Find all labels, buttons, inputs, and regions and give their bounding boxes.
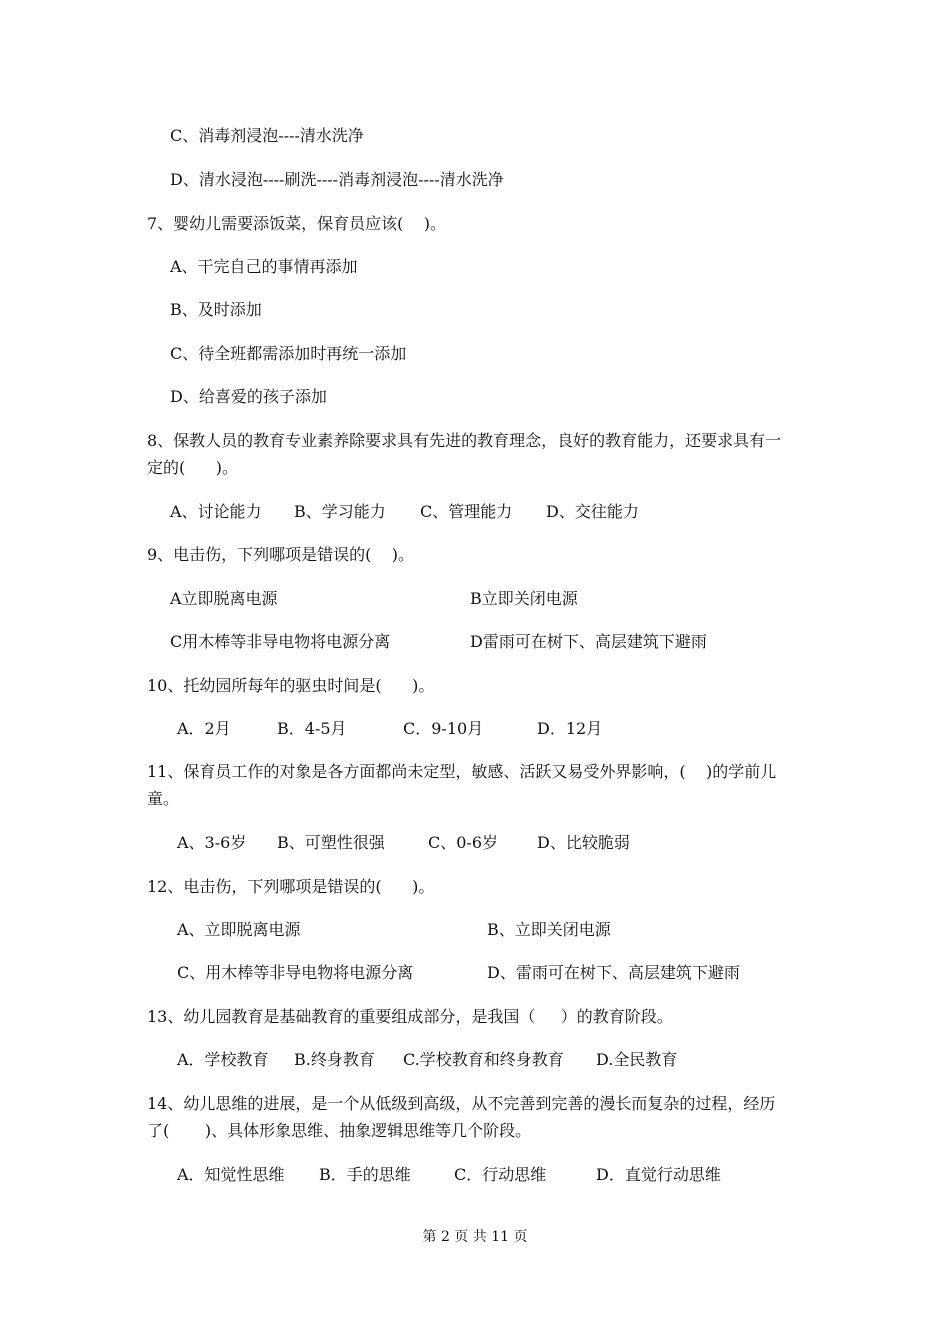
q8-option-c: C、管理能力	[420, 502, 513, 521]
q11-stem-line1: 11、保育员工作的对象是各方面都尚未定型，敏感、活跃又易受外界影响，( )的学前儿	[147, 762, 777, 781]
q12-option-c: C、用木棒等非导电物将电源分离	[177, 963, 414, 982]
page-footer: 第 2 页 共 11 页	[422, 1229, 528, 1245]
q6-option-c: C、消毒剂浸泡----清水洗净	[170, 126, 364, 145]
q12-option-b: B、立即关闭电源	[487, 920, 611, 939]
q7-option-a: A、干完自己的事情再添加	[170, 257, 358, 276]
q13-option-a: A．学校教育	[177, 1050, 269, 1069]
q8-stem-line2: 定的( )。	[147, 458, 239, 477]
q14-option-b: B．手的思维	[319, 1165, 411, 1184]
q9-option-b: B立即关闭电源	[470, 589, 578, 608]
q7-option-d: D、给喜爱的孩子添加	[170, 387, 327, 406]
q11-option-c: C、0-6岁	[428, 833, 499, 852]
q7-stem: 7、婴幼儿需要添饭菜，保育员应该( )。	[147, 214, 447, 233]
q13-option-c: C.学校教育和终身教育	[403, 1050, 564, 1069]
q8-option-b: B、学习能力	[294, 502, 386, 521]
q14-stem-line2: 了( )、具体形象思维、抽象逻辑思维等几个阶段。	[147, 1121, 532, 1140]
q10-option-d: D．12月	[537, 719, 603, 738]
q11-option-d: D、比较脆弱	[537, 833, 630, 852]
q10-stem: 10、托幼园所每年的驱虫时间是( )。	[147, 676, 435, 695]
q14-option-d: D．直觉行动思维	[596, 1165, 721, 1184]
q13-stem: 13、幼儿园教育是基础教育的重要组成部分，是我国（ ）的教育阶段。	[147, 1007, 673, 1026]
q13-option-d: D.全民教育	[596, 1050, 678, 1069]
q8-option-a: A、讨论能力	[170, 502, 262, 521]
q9-option-d: D雷雨可在树下、高层建筑下避雨	[470, 632, 707, 651]
q12-option-a: A、立即脱离电源	[177, 920, 301, 939]
q11-stem-line2: 童。	[147, 789, 180, 808]
q13-option-b: B.终身教育	[294, 1050, 375, 1069]
q10-option-a: A．2月	[177, 719, 231, 738]
q8-stem-line1: 8、保教人员的教育专业素养除要求具有先进的教育理念，良好的教育能力，还要求具有一	[147, 431, 782, 450]
q10-option-c: C．9-10月	[403, 719, 484, 738]
q10-option-b: B．4-5月	[277, 719, 347, 738]
q8-option-d: D、交往能力	[546, 502, 639, 521]
q9-option-a: A立即脱离电源	[170, 589, 278, 608]
q14-option-c: C．行动思维	[454, 1165, 547, 1184]
q7-option-c: C、待全班都需添加时再统一添加	[170, 344, 407, 363]
q7-option-b: B、及时添加	[170, 300, 262, 319]
q14-option-a: A．知觉性思维	[177, 1165, 285, 1184]
q9-stem: 9、电击伤，下列哪项是错误的( )。	[147, 545, 415, 564]
q6-option-d: D、清水浸泡----刷洗----消毒剂浸泡----清水洗净	[170, 170, 504, 189]
q14-stem-line1: 14、幼儿思维的进展，是一个从低级到高级，从不完善到完善的漫长而复杂的过程，经历	[147, 1094, 776, 1113]
q11-option-b: B、可塑性很强	[277, 833, 385, 852]
q9-option-c: C用木棒等非导电物将电源分离	[170, 632, 391, 651]
q11-option-a: A、3-6岁	[177, 833, 247, 852]
q12-stem: 12、电击伤，下列哪项是错误的( )。	[147, 877, 435, 896]
q12-option-d: D、雷雨可在树下、高层建筑下避雨	[487, 963, 740, 982]
